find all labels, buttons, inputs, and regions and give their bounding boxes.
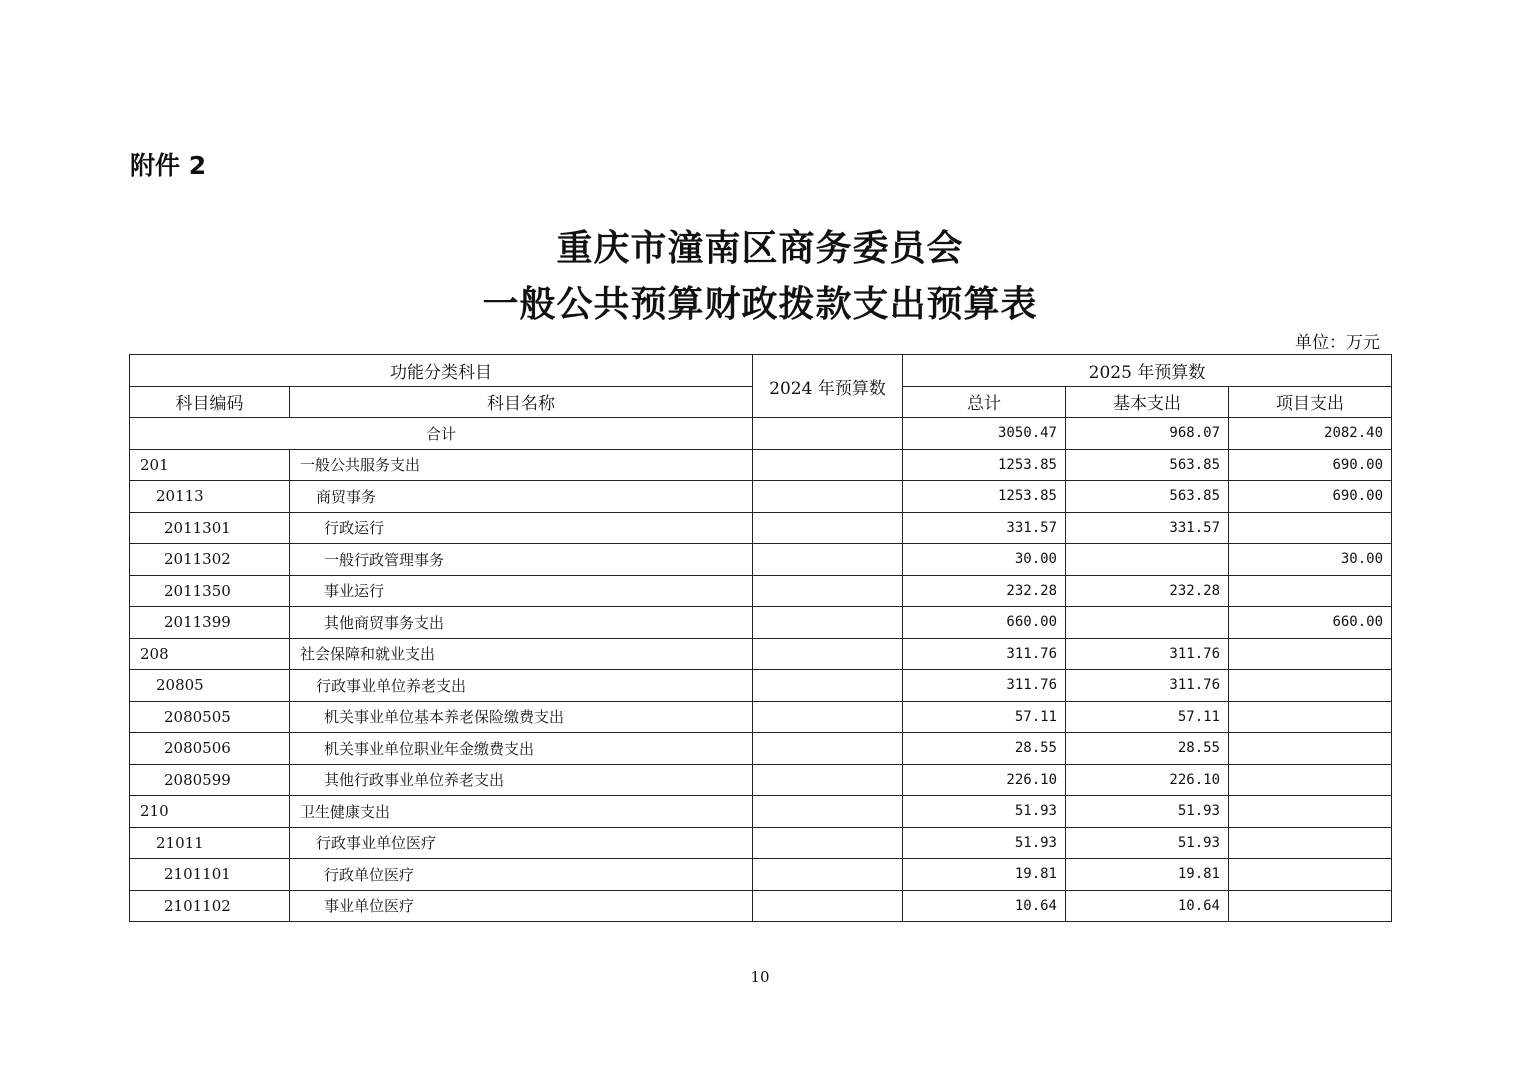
- cell-name: 事业单位医疗: [290, 890, 753, 922]
- cell-prev: [753, 449, 903, 481]
- cell-basic: 311.76: [1066, 670, 1229, 702]
- cell-basic: 226.10: [1066, 764, 1229, 796]
- cell-total: 1253.85: [903, 449, 1066, 481]
- cell-total: 311.76: [903, 670, 1066, 702]
- cell-code: 208: [130, 638, 290, 670]
- table-row: [130, 827, 1392, 859]
- cell-prev: [753, 733, 903, 765]
- summary-label: 合计: [130, 418, 753, 450]
- cell-name: 商贸事务: [290, 481, 753, 513]
- cell-basic: 232.28: [1066, 575, 1229, 607]
- page-title-line1: 重庆市潼南区商务委员会: [556, 227, 964, 269]
- cell-code: 2011302: [130, 544, 290, 576]
- cell-name: 一般公共服务支出: [290, 449, 753, 481]
- cell-basic: 331.57: [1066, 512, 1229, 544]
- table-row: [130, 449, 1392, 481]
- cell-total: 51.93: [903, 827, 1066, 859]
- attachment-label: 附件 2: [130, 151, 207, 180]
- cell-total: 1253.85: [903, 481, 1066, 513]
- table-row: [130, 607, 1392, 639]
- cell-total: 331.57: [903, 512, 1066, 544]
- summary-project: 2082.40: [1229, 418, 1392, 450]
- cell-total: 30.00: [903, 544, 1066, 576]
- cell-name: 机关事业单位基本养老保险缴费支出: [290, 701, 753, 733]
- cell-prev: [753, 764, 903, 796]
- cell-name: 其他行政事业单位养老支出: [290, 764, 753, 796]
- cell-project: [1229, 890, 1392, 922]
- header-basic: 基本支出: [1066, 386, 1229, 418]
- cell-total: 28.55: [903, 733, 1066, 765]
- cell-basic: 19.81: [1066, 859, 1229, 891]
- page-title-line2: 一般公共预算财政拨款支出预算表: [482, 283, 1038, 325]
- cell-prev: [753, 512, 903, 544]
- cell-project: [1229, 796, 1392, 828]
- cell-name: 社会保障和就业支出: [290, 638, 753, 670]
- cell-basic: 563.85: [1066, 481, 1229, 513]
- cell-code: 2101101: [130, 859, 290, 891]
- cell-total: 311.76: [903, 638, 1066, 670]
- cell-basic: 563.85: [1066, 449, 1229, 481]
- cell-project: [1229, 827, 1392, 859]
- page-number: 10: [750, 968, 770, 986]
- table-row: [130, 512, 1392, 544]
- header-total: 总计: [903, 386, 1066, 418]
- cell-total: 660.00: [903, 607, 1066, 639]
- cell-name: 卫生健康支出: [290, 796, 753, 828]
- header-function-category: 功能分类科目: [130, 355, 753, 387]
- budget-table: [129, 354, 1392, 922]
- cell-total: 226.10: [903, 764, 1066, 796]
- cell-project: [1229, 859, 1392, 891]
- cell-code: 201: [130, 449, 290, 481]
- table-row: [130, 701, 1392, 733]
- cell-name: 事业运行: [290, 575, 753, 607]
- cell-project: [1229, 638, 1392, 670]
- cell-name: 行政运行: [290, 512, 753, 544]
- table-row: [130, 670, 1392, 702]
- cell-code: 210: [130, 796, 290, 828]
- cell-code: 2080505: [130, 701, 290, 733]
- cell-project: [1229, 575, 1392, 607]
- cell-name: 行政单位医疗: [290, 859, 753, 891]
- header-name: 科目名称: [290, 386, 753, 418]
- cell-code: 2011350: [130, 575, 290, 607]
- cell-total: 51.93: [903, 796, 1066, 828]
- table-row: [130, 638, 1392, 670]
- table-row: [130, 481, 1392, 513]
- summary-row: [130, 418, 1392, 450]
- cell-basic: [1066, 544, 1229, 576]
- cell-basic: 51.93: [1066, 796, 1229, 828]
- cell-name: 行政事业单位养老支出: [290, 670, 753, 702]
- cell-project: 660.00: [1229, 607, 1392, 639]
- cell-total: 10.64: [903, 890, 1066, 922]
- summary-prev: [753, 418, 903, 450]
- cell-basic: 51.93: [1066, 827, 1229, 859]
- cell-name: 一般行政管理事务: [290, 544, 753, 576]
- cell-code: 2101102: [130, 890, 290, 922]
- table-row: [130, 544, 1392, 576]
- table-row: [130, 890, 1392, 922]
- cell-total: 19.81: [903, 859, 1066, 891]
- table-row: [130, 575, 1392, 607]
- table-row: [130, 796, 1392, 828]
- cell-total: 57.11: [903, 701, 1066, 733]
- cell-code: 20805: [130, 670, 290, 702]
- cell-basic: 10.64: [1066, 890, 1229, 922]
- summary-total: 3050.47: [903, 418, 1066, 450]
- cell-basic: [1066, 607, 1229, 639]
- cell-project: [1229, 670, 1392, 702]
- cell-prev: [753, 701, 903, 733]
- cell-code: 2011399: [130, 607, 290, 639]
- cell-code: 2080599: [130, 764, 290, 796]
- cell-prev: [753, 607, 903, 639]
- cell-prev: [753, 796, 903, 828]
- cell-prev: [753, 575, 903, 607]
- cell-prev: [753, 670, 903, 702]
- cell-prev: [753, 890, 903, 922]
- header-budget-2025: 2025 年预算数: [903, 355, 1392, 387]
- cell-project: 690.00: [1229, 449, 1392, 481]
- cell-basic: 57.11: [1066, 701, 1229, 733]
- cell-prev: [753, 544, 903, 576]
- cell-basic: 311.76: [1066, 638, 1229, 670]
- table-row: [130, 733, 1392, 765]
- cell-project: [1229, 512, 1392, 544]
- cell-prev: [753, 481, 903, 513]
- cell-code: 20113: [130, 481, 290, 513]
- header-code: 科目编码: [130, 386, 290, 418]
- cell-project: 690.00: [1229, 481, 1392, 513]
- cell-project: [1229, 764, 1392, 796]
- cell-prev: [753, 638, 903, 670]
- cell-code: 21011: [130, 827, 290, 859]
- cell-code: 2011301: [130, 512, 290, 544]
- cell-name: 机关事业单位职业年金缴费支出: [290, 733, 753, 765]
- cell-basic: 28.55: [1066, 733, 1229, 765]
- cell-project: [1229, 701, 1392, 733]
- table-row: [130, 764, 1392, 796]
- unit-label: 单位：万元: [1295, 333, 1380, 353]
- header-project: 项目支出: [1229, 386, 1392, 418]
- cell-total: 232.28: [903, 575, 1066, 607]
- table-row: [130, 859, 1392, 891]
- cell-code: 2080506: [130, 733, 290, 765]
- summary-basic: 968.07: [1066, 418, 1229, 450]
- cell-project: [1229, 733, 1392, 765]
- cell-name: 其他商贸事务支出: [290, 607, 753, 639]
- cell-project: 30.00: [1229, 544, 1392, 576]
- header-budget-2024: 2024 年预算数: [753, 355, 903, 418]
- cell-name: 行政事业单位医疗: [290, 827, 753, 859]
- cell-prev: [753, 827, 903, 859]
- cell-prev: [753, 859, 903, 891]
